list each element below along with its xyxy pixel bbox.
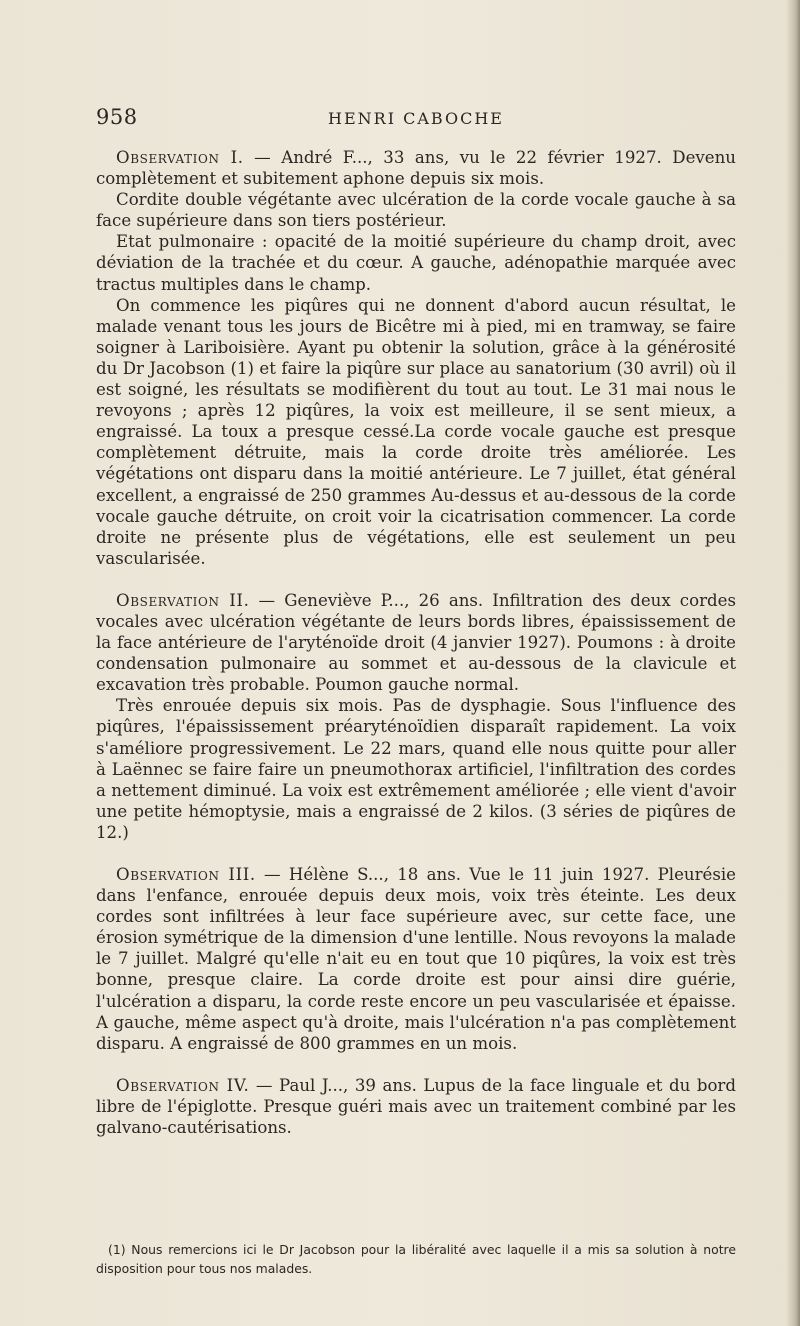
observation-3-label: Observation III. — [116, 865, 256, 884]
observation-1-text: — André F..., 33 ans, vu le 22 février 1927. Devenu complètement et subitement aphone depuis six mois. — [96, 148, 736, 189]
page-number: 958 — [96, 105, 138, 129]
paragraph: Etat pulmonaire : opacité de la moitié supérieure du champ droit, avec déviation de la trachée et du cœur. A gauche, adénopathie marquée avec tractus multiples dans le champ. — [96, 232, 736, 294]
footnote: (1) Nous remercions ici le Dr Jacobson pour la libéralité avec laquelle il a mis sa solution à notre disposition pour tous nos malades. — [96, 1242, 736, 1277]
observation-1-intro — [96, 147, 736, 189]
observation-3-text: — Hélène S..., 18 ans. Vue le 11 juin 1927. Pleurésie dans l'enfance, enrouée depuis deux mois, voix très éteinte. Les deux cordes sont infiltrées à leur face supérieure avec, sur cette face, une érosion symétrique de la dimension d'une lentille. Nous revoyons la malade le 7 juillet. Malgré qu'elle n'ait eu en tout que 10 piqûres, la voix est très bonne, presque claire. La corde droite est pour ainsi dire guérie, l'ulcération a disparu, la corde reste encore un peu vascularisée et épaisse. A gauche, même aspect qu'à droite, mais l'ulcération n'a pas complètement disparu. A engraissé de 800 grammes en un mois. — [96, 865, 736, 1053]
running-head: HENRI CABOCHE — [328, 109, 504, 128]
observation-3-intro — [96, 864, 736, 1054]
observation-4-label: Observation IV. — [116, 1075, 250, 1095]
observation-1-label: Observation I. — [116, 148, 244, 167]
paragraph: Cordite double végétante avec ulcération de la corde vocale gauche à sa face supérieure dans son tiers postérieur. — [96, 190, 736, 231]
observation-2-text: — Geneviève P..., 26 ans. Infiltration des deux cordes vocales avec ulcération végétante de leurs bords libres, épaississement de la face antérieure de l'aryténoïde droit (4 janvier 1927). Poumons : à droite condensation pulmonaire au sommet et au-dessous de la clavicule et excavation très probable. Poumon gauche normal. — [96, 590, 736, 695]
observation-4-intro — [96, 1075, 736, 1138]
paragraph: On commence les piqûres qui ne donnent d'abord aucun résultat, le malade venant tous les jours de Bicêtre mi à pied, mi en tramway, se faire soigner à Lariboisière. Ayant pu obtenir la solution, grâce à la générosité du Dr Jacobson (1) et faire la piqûre sur place au sanatorium (30 avril) où il est soigné, les résultats se modifièrent du tout au tout. Le 31 mai nous le revoyons ; après 12 piqûres, la voix est meilleure, il se sent mieux, a engraissé. La toux a presque cessé.La corde vocale gauche est presque complètement détruite, mais la corde droite très améliorée. Les végétations ont disparu dans la moitié antérieure. Le 7 juillet, état général excellent, a engraissé de 250 grammes Au-dessus et au-dessous de la corde vocale gauche détruite, on croit voir la cicatrisation commencer. La corde droite ne présente plus de végétations, elle est seulement un peu vascularisée. — [96, 295, 736, 568]
observation-2-intro — [96, 590, 736, 695]
paragraph: Très enrouée depuis six mois. Pas de dysphagie. Sous l'influence des piqûres, l'épaississement préaryténoïdien disparaît rapidement. La voix s'améliore progressivement. Le 22 mars, quand elle nous quitte pour aller à Laënnec se faire faire un pneumothorax artificiel, l'infiltration des cordes a nettement diminué. La voix est extrêmement améliorée ; elle vient d'avoir une petite hémoptysie, mais a engraissé de 2 kilos. (3 séries de piqûres de 12.) — [96, 696, 736, 842]
page-header — [96, 105, 736, 135]
observation-4-text: — Paul J..., 39 ans. Lupus de la face linguale et du bord libre de l'épiglotte. Presque guéri mais avec un traitement combiné par les galvano-cautérisations. — [96, 1075, 736, 1138]
page-body — [96, 147, 736, 1138]
observation-2-label: Observation II. — [116, 590, 250, 610]
page-edge-shadow — [786, 0, 800, 1326]
